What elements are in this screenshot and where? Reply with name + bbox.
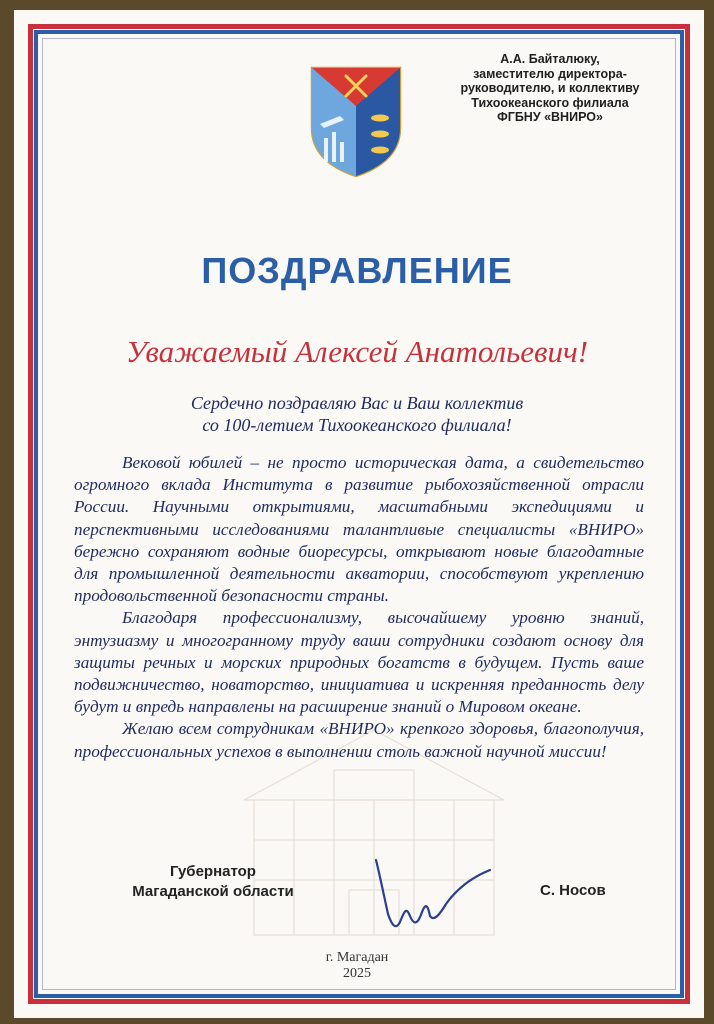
intro-line: со 100-летием Тихоокеанского филиала! [202,415,512,435]
addressee-line: заместителю директора- [473,66,627,81]
place-and-year [0,950,714,982]
letter-body [74,452,644,763]
document-title: ПОЗДРАВЛЕНИЕ [201,250,513,291]
addressee-line: ФГБНУ «ВНИРО» [497,110,603,124]
signatory-title [108,862,318,902]
intro-text [0,392,714,436]
handwritten-signature [366,856,496,934]
year: 2025 [343,966,371,981]
addressee-line: А.А. Байталюку, [500,52,600,66]
magadan-oblast-coat-of-arms-icon [310,66,402,178]
body-paragraph: Вековой юбилей – не просто историческая дата, а свидетельство огромного вклада Института в развитие рыбохозяйственной отрасли России. Научными открытиями, масштабными экспедициями и перспективными исследованиями талантливые специалисты «ВНИРО» бережно сохраняют водные биоресурсы, открывают новые благодатные для промышленной деятельности акватории, способствуют укреплению продовольственной безопасности страны. [74,453,644,606]
signatory-name: С. Носов [540,882,606,899]
signatory-title-line: Магаданской области [132,883,294,900]
intro-line: Сердечно поздравляю Вас и Ваш коллектив [190,393,524,413]
signatory-title-line: Губернатор [170,863,256,880]
addressee-block [440,52,660,125]
addressee-line: Тихоокеанского филиала [471,95,629,110]
addressee-line: руководителю, и коллективу [460,81,640,95]
body-paragraph: Благодаря профессионализму, высочайшему уровню знаний, энтузиазму и многогранному труду ваши сотрудники создают основу для защиты речных и морских природных богатств в будущем. Пусть ваше подвижничество, новаторство, инициатива и искренняя преданность делу будут и впредь направлены на расширение знаний о Мировом океане. [74,608,644,717]
salutation: Уважаемый Алексей Анатольевич! [125,334,589,369]
place: г. Магадан [325,950,389,965]
body-paragraph: Желаю всем сотрудникам «ВНИРО» крепкого здоровья, благополучия, профессиональных успехов в выполнении столь важной научной миссии! [74,719,644,761]
